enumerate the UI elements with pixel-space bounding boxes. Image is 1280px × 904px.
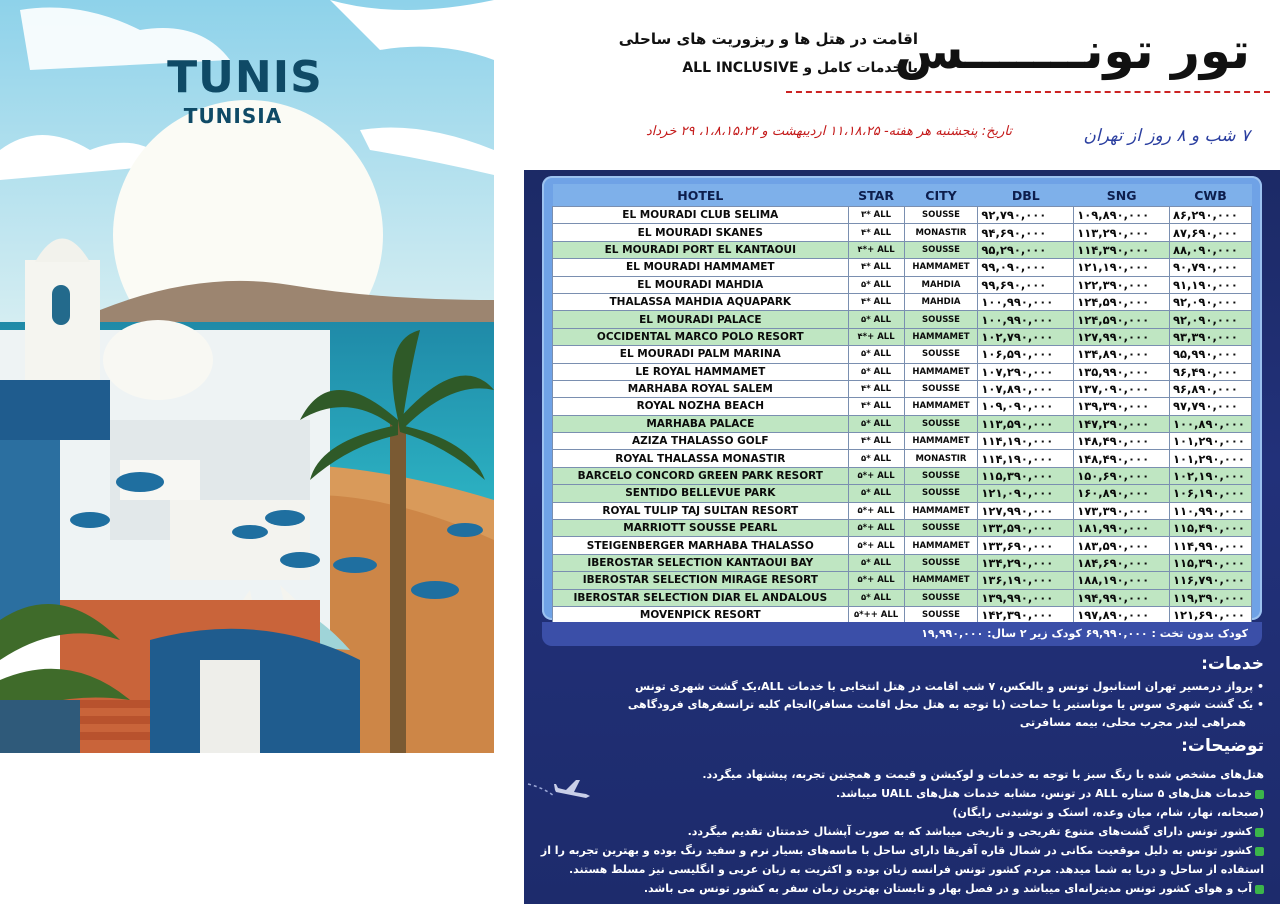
dbl-price-cell: ۱۴۲,۳۹۰,۰۰۰ xyxy=(978,606,1074,623)
city-cell: SOUSSE xyxy=(904,589,978,606)
service-item: • یک گشت شهری سوس یا موناستیر یا حماحت (با توجه به هتل محل اقامت مسافر)انجام کلیه ترانسفرهای فرودگاهی xyxy=(627,698,1264,711)
check-icon xyxy=(1255,790,1264,799)
cwb-price-cell: ۹۷,۷۹۰,۰۰۰ xyxy=(1170,398,1252,415)
notes-title: توضیحات: xyxy=(1181,736,1264,756)
hotel-name-cell: EL MOURADI PALACE xyxy=(553,311,849,328)
sng-price-cell: ۱۶۰,۸۹۰,۰۰۰ xyxy=(1074,485,1170,502)
sng-price-cell: ۱۲۷,۹۹۰,۰۰۰ xyxy=(1074,328,1170,345)
airplane-icon xyxy=(524,770,594,810)
sng-price-cell: ۱۴۷,۲۹۰,۰۰۰ xyxy=(1074,415,1170,432)
cwb-price-cell: ۱۱۵,۴۹۰,۰۰۰ xyxy=(1170,520,1252,537)
sng-price-cell: ۱۹۴,۹۹۰,۰۰۰ xyxy=(1074,589,1170,606)
dbl-price-cell: ۱۲۱,۰۹۰,۰۰۰ xyxy=(978,485,1074,502)
city-cell: MAHDIA xyxy=(904,276,978,293)
cwb-price-cell: ۱۰۱,۲۹۰,۰۰۰ xyxy=(1170,450,1252,467)
tour-duration: ۷ شب و ۸ روز از تهران xyxy=(1083,126,1250,146)
sng-price-cell: ۱۸۳,۵۹۰,۰۰۰ xyxy=(1074,537,1170,554)
star-cell: ۵* ALL xyxy=(848,276,904,293)
sng-price-cell: ۱۱۴,۳۹۰,۰۰۰ xyxy=(1074,241,1170,258)
city-cell: HAMMAMET xyxy=(904,433,978,450)
note-item: (صبحانه، نهار، شام، میان وعده، اسنک و نوشیدنی رایگان) xyxy=(952,806,1264,819)
dbl-price-cell: ۱۱۵,۳۹۰,۰۰۰ xyxy=(978,467,1074,484)
hotel-row xyxy=(553,467,1252,484)
hotel-row xyxy=(553,415,1252,432)
hotel-row xyxy=(553,276,1252,293)
poster-country-title: TUNISIA xyxy=(183,104,283,128)
tour-subtitle-accommodation: اقامت در هتل ها و ریزوریت های ساحلی xyxy=(618,30,918,48)
star-cell: ۴* ALL xyxy=(848,398,904,415)
dbl-price-cell: ۱۰۷,۸۹۰,۰۰۰ xyxy=(978,380,1074,397)
hotel-name-cell: ROYAL TULIP TAJ SULTAN RESORT xyxy=(553,502,849,519)
col-header-star: STAR xyxy=(848,184,904,207)
sng-price-cell: ۱۲۲,۳۹۰,۰۰۰ xyxy=(1074,276,1170,293)
star-cell: ۴* ALL xyxy=(848,380,904,397)
col-header-sng: SNG xyxy=(1074,184,1170,207)
dbl-price-cell: ۱۱۴,۱۹۰,۰۰۰ xyxy=(978,450,1074,467)
hotel-row xyxy=(553,589,1252,606)
cwb-price-cell: ۸۷,۶۹۰,۰۰۰ xyxy=(1170,224,1252,241)
cwb-price-cell: ۱۱۴,۹۹۰,۰۰۰ xyxy=(1170,537,1252,554)
sng-price-cell: ۱۰۹,۸۹۰,۰۰۰ xyxy=(1074,207,1170,224)
cwb-price-cell: ۹۱,۱۹۰,۰۰۰ xyxy=(1170,276,1252,293)
hotel-name-cell: MOVENPICK RESORT xyxy=(553,606,849,623)
city-cell: SOUSSE xyxy=(904,311,978,328)
sng-price-cell: ۱۳۷,۰۹۰,۰۰۰ xyxy=(1074,380,1170,397)
star-cell: ۵*+ ALL xyxy=(848,502,904,519)
city-cell: HAMMAMET xyxy=(904,398,978,415)
city-cell: SOUSSE xyxy=(904,606,978,623)
city-cell: MONASTIR xyxy=(904,450,978,467)
child-price-note: کودک بدون تخت : ۶۹,۹۹۰,۰۰۰ کودک زیر ۲ سال: ۱۹,۹۹۰,۰۰۰ xyxy=(542,622,1262,646)
cwb-price-cell: ۹۶,۴۹۰,۰۰۰ xyxy=(1170,363,1252,380)
city-cell: MONASTIR xyxy=(904,224,978,241)
sng-price-cell: ۱۵۰,۶۹۰,۰۰۰ xyxy=(1074,467,1170,484)
sng-price-cell: ۱۱۳,۲۹۰,۰۰۰ xyxy=(1074,224,1170,241)
hotel-row xyxy=(553,224,1252,241)
check-icon xyxy=(1255,847,1264,856)
dbl-price-cell: ۱۲۷,۹۹۰,۰۰۰ xyxy=(978,502,1074,519)
hotel-name-cell: IBEROSTAR SELECTION MIRAGE RESORT xyxy=(553,572,849,589)
hotel-row xyxy=(553,502,1252,519)
cwb-price-cell: ۹۲,۰۹۰,۰۰۰ xyxy=(1170,311,1252,328)
star-cell: ۵*+ ALL xyxy=(848,572,904,589)
hotel-row xyxy=(553,241,1252,258)
hotel-name-cell: EL MOURADI SKANES xyxy=(553,224,849,241)
hotel-row xyxy=(553,259,1252,276)
hotel-row xyxy=(553,572,1252,589)
check-icon xyxy=(1255,828,1264,837)
price-table-frame xyxy=(542,176,1262,623)
dbl-price-cell: ۹۹,۶۹۰,۰۰۰ xyxy=(978,276,1074,293)
sng-price-cell: ۱۲۴,۵۹۰,۰۰۰ xyxy=(1074,311,1170,328)
cwb-price-cell: ۱۰۰,۸۹۰,۰۰۰ xyxy=(1170,415,1252,432)
hotel-row xyxy=(553,311,1252,328)
hotel-name-cell: ROYAL NOZHA BEACH xyxy=(553,398,849,415)
hotel-row xyxy=(553,520,1252,537)
star-cell: ۵*+ ALL xyxy=(848,520,904,537)
hotel-name-cell: IBEROSTAR SELECTION KANTAOUI BAY xyxy=(553,554,849,571)
hotel-row xyxy=(553,363,1252,380)
cwb-price-cell: ۸۸,۰۹۰,۰۰۰ xyxy=(1170,241,1252,258)
sng-price-cell: ۱۳۹,۳۹۰,۰۰۰ xyxy=(1074,398,1170,415)
dbl-price-cell: ۱۳۳,۵۹۰,۰۰۰ xyxy=(978,520,1074,537)
star-cell: ۳* ALL xyxy=(848,207,904,224)
star-cell: ۴* ALL xyxy=(848,293,904,310)
price-panel xyxy=(524,170,1280,904)
dbl-price-cell: ۱۰۰,۹۹۰,۰۰۰ xyxy=(978,311,1074,328)
tunis-poster xyxy=(0,0,494,753)
tour-header xyxy=(500,0,1280,170)
note-item: خدمات هتل‌های ۵ ستاره ALL در تونس، مشابه خدمات هتل‌های UALL میباشد. xyxy=(836,787,1264,800)
hotel-name-cell: ROYAL THALASSA MONASTIR xyxy=(553,450,849,467)
dbl-price-cell: ۹۴,۶۹۰,۰۰۰ xyxy=(978,224,1074,241)
cwb-price-cell: ۹۶,۸۹۰,۰۰۰ xyxy=(1170,380,1252,397)
poster-city-title: TUNIS xyxy=(167,52,323,103)
city-cell: SOUSSE xyxy=(904,346,978,363)
check-icon xyxy=(1255,885,1264,894)
sng-price-cell: ۱۲۱,۱۹۰,۰۰۰ xyxy=(1074,259,1170,276)
note-item: هتل‌های مشخص شده با رنگ سبز با توجه به خدمات و لوکیشن و قیمت و همچنین تجربه، پیشنهاد میگردد. xyxy=(702,768,1264,781)
hotel-name-cell: AZIZA THALASSO GOLF xyxy=(553,433,849,450)
dbl-price-cell: ۱۳۶,۱۹۰,۰۰۰ xyxy=(978,572,1074,589)
star-cell: ۵*+ ALL xyxy=(848,537,904,554)
dbl-price-cell: ۱۱۳,۵۹۰,۰۰۰ xyxy=(978,415,1074,432)
cwb-price-cell: ۱۱۹,۳۹۰,۰۰۰ xyxy=(1170,589,1252,606)
dbl-price-cell: ۱۰۶,۵۹۰,۰۰۰ xyxy=(978,346,1074,363)
dbl-price-cell: ۱۳۳,۶۹۰,۰۰۰ xyxy=(978,537,1074,554)
cwb-price-cell: ۱۱۰,۹۹۰,۰۰۰ xyxy=(1170,502,1252,519)
note-item: استفاده از ساحل و دریا به شما میدهد. مردم کشور تونس فرانسه زبان بوده و اکثریت به زبان عربی و انگلیسی نیز مسلط هستند. xyxy=(568,863,1264,876)
star-cell: ۵* ALL xyxy=(848,346,904,363)
hotel-row xyxy=(553,450,1252,467)
star-cell: ۴*+ ALL xyxy=(848,241,904,258)
cwb-price-cell: ۹۵,۹۹۰,۰۰۰ xyxy=(1170,346,1252,363)
city-cell: SOUSSE xyxy=(904,207,978,224)
hotel-name-cell: SENTIDO BELLEVUE PARK xyxy=(553,485,849,502)
services-title: خدمات: xyxy=(1201,654,1264,674)
cwb-price-cell: ۱۲۱,۶۹۰,۰۰۰ xyxy=(1170,606,1252,623)
sng-price-cell: ۱۸۱,۹۹۰,۰۰۰ xyxy=(1074,520,1170,537)
star-cell: ۴*+ ALL xyxy=(848,328,904,345)
cwb-price-cell: ۹۳,۳۹۰,۰۰۰ xyxy=(1170,328,1252,345)
hotel-name-cell: EL MOURADI CLUB SELIMA xyxy=(553,207,849,224)
col-header-dbl: DBL xyxy=(978,184,1074,207)
city-cell: HAMMAMET xyxy=(904,328,978,345)
hotel-row xyxy=(553,554,1252,571)
cwb-price-cell: ۱۰۱,۲۹۰,۰۰۰ xyxy=(1170,433,1252,450)
city-cell: HAMMAMET xyxy=(904,537,978,554)
hotel-name-cell: MARHABA PALACE xyxy=(553,415,849,432)
city-cell: SOUSSE xyxy=(904,380,978,397)
star-cell: ۵*+ ALL xyxy=(848,467,904,484)
sng-price-cell: ۱۳۴,۸۹۰,۰۰۰ xyxy=(1074,346,1170,363)
hotel-name-cell: EL MOURADI PORT EL KANTAOUI xyxy=(553,241,849,258)
sng-price-cell: ۱۸۴,۶۹۰,۰۰۰ xyxy=(1074,554,1170,571)
hotel-row xyxy=(553,485,1252,502)
dbl-price-cell: ۱۱۴,۱۹۰,۰۰۰ xyxy=(978,433,1074,450)
dbl-price-cell: ۱۰۹,۰۹۰,۰۰۰ xyxy=(978,398,1074,415)
dbl-price-cell: ۹۹,۰۹۰,۰۰۰ xyxy=(978,259,1074,276)
dbl-price-cell: ۱۳۹,۹۹۰,۰۰۰ xyxy=(978,589,1074,606)
hotel-row xyxy=(553,346,1252,363)
sng-price-cell: ۱۳۵,۹۹۰,۰۰۰ xyxy=(1074,363,1170,380)
dbl-price-cell: ۱۰۲,۷۹۰,۰۰۰ xyxy=(978,328,1074,345)
hotel-name-cell: EL MOURADI HAMMAMET xyxy=(553,259,849,276)
hotel-row xyxy=(553,433,1252,450)
star-cell: ۵* ALL xyxy=(848,450,904,467)
sng-price-cell: ۱۸۸,۱۹۰,۰۰۰ xyxy=(1074,572,1170,589)
tour-title: تور تونـــــــس xyxy=(894,22,1250,80)
col-header-cwb: CWB xyxy=(1170,184,1252,207)
city-cell: SOUSSE xyxy=(904,241,978,258)
cwb-price-cell: ۱۰۲,۱۹۰,۰۰۰ xyxy=(1170,467,1252,484)
tour-subtitle-services: با خدمات کامل و ALL INCLUSIVE xyxy=(682,60,918,76)
hotel-name-cell: IBEROSTAR SELECTION DIAR EL ANDALOUS xyxy=(553,589,849,606)
sng-price-cell: ۱۲۴,۵۹۰,۰۰۰ xyxy=(1074,293,1170,310)
cwb-price-cell: ۸۶,۲۹۰,۰۰۰ xyxy=(1170,207,1252,224)
hotel-name-cell: OCCIDENTAL MARCO POLO RESORT xyxy=(553,328,849,345)
hotel-name-cell: LE ROYAL HAMMAMET xyxy=(553,363,849,380)
star-cell: ۵* ALL xyxy=(848,485,904,502)
hotel-name-cell: EL MOURADI PALM MARINA xyxy=(553,346,849,363)
star-cell: ۴* ALL xyxy=(848,224,904,241)
hotel-row xyxy=(553,380,1252,397)
star-cell: ۵* ALL xyxy=(848,554,904,571)
cwb-price-cell: ۱۰۶,۱۹۰,۰۰۰ xyxy=(1170,485,1252,502)
sng-price-cell: ۱۴۸,۴۹۰,۰۰۰ xyxy=(1074,450,1170,467)
hotel-name-cell: MARRIOTT SOUSSE PEARL xyxy=(553,520,849,537)
city-cell: SOUSSE xyxy=(904,520,978,537)
col-header-hotel: HOTEL xyxy=(553,184,849,207)
dbl-price-cell: ۱۰۷,۲۹۰,۰۰۰ xyxy=(978,363,1074,380)
service-item: همراهی لیدر مجرب محلی، بیمه مسافرتی xyxy=(1019,716,1246,729)
star-cell: ۵*++ ALL xyxy=(848,606,904,623)
city-cell: SOUSSE xyxy=(904,467,978,484)
cwb-price-cell: ۱۱۵,۳۹۰,۰۰۰ xyxy=(1170,554,1252,571)
hotel-name-cell: STEIGENBERGER MARHABA THALASSO xyxy=(553,537,849,554)
dbl-price-cell: ۱۰۰,۹۹۰,۰۰۰ xyxy=(978,293,1074,310)
star-cell: ۵* ALL xyxy=(848,311,904,328)
city-cell: MAHDIA xyxy=(904,293,978,310)
city-cell: SOUSSE xyxy=(904,415,978,432)
hotel-name-cell: MARHABA ROYAL SALEM xyxy=(553,380,849,397)
note-item: کشور تونس دارای گشت‌های متنوع تفریحی و تاریخی میباشد که به صورت آپشنال خدمتتان تقدیم میگردد. xyxy=(688,825,1264,838)
hotel-name-cell: EL MOURADI MAHDIA xyxy=(553,276,849,293)
cwb-price-cell: ۹۰,۷۹۰,۰۰۰ xyxy=(1170,259,1252,276)
city-cell: SOUSSE xyxy=(904,554,978,571)
city-cell: HAMMAMET xyxy=(904,502,978,519)
city-cell: HAMMAMET xyxy=(904,572,978,589)
header-divider xyxy=(786,91,1270,93)
cwb-price-cell: ۱۱۶,۷۹۰,۰۰۰ xyxy=(1170,572,1252,589)
sng-price-cell: ۱۹۷,۸۹۰,۰۰۰ xyxy=(1074,606,1170,623)
price-table xyxy=(552,184,1252,624)
star-cell: ۴* ALL xyxy=(848,259,904,276)
hotel-row xyxy=(553,328,1252,345)
star-cell: ۵* ALL xyxy=(848,589,904,606)
sng-price-cell: ۱۷۳,۳۹۰,۰۰۰ xyxy=(1074,502,1170,519)
note-item: آب و هوای کشور تونس مدیترانه‌ای میباشد و در فصل بهار و تابستان بهترین زمان سفر به کشور تونس می باشد. xyxy=(644,882,1264,895)
dbl-price-cell: ۹۵,۲۹۰,۰۰۰ xyxy=(978,241,1074,258)
hotel-row xyxy=(553,398,1252,415)
col-header-city: CITY xyxy=(904,184,978,207)
sng-price-cell: ۱۴۸,۴۹۰,۰۰۰ xyxy=(1074,433,1170,450)
star-cell: ۴* ALL xyxy=(848,433,904,450)
city-cell: HAMMAMET xyxy=(904,363,978,380)
cwb-price-cell: ۹۲,۰۹۰,۰۰۰ xyxy=(1170,293,1252,310)
star-cell: ۵* ALL xyxy=(848,415,904,432)
hotel-row xyxy=(553,537,1252,554)
hotel-row xyxy=(553,207,1252,224)
city-cell: HAMMAMET xyxy=(904,259,978,276)
tour-dates: تاریخ: پنجشنبه هر هفته- ۱۱،۱۸،۲۵ اردیبهشت و ۱،۸،۱۵،۲۲، ۲۹ خرداد xyxy=(645,124,1012,139)
price-table-header xyxy=(553,184,1252,207)
hotel-name-cell: BARCELO CONCORD GREEN PARK RESORT xyxy=(553,467,849,484)
hotel-row xyxy=(553,293,1252,310)
hotel-name-cell: THALASSA MAHDIA AQUAPARK xyxy=(553,293,849,310)
note-item: کشور تونس به دلیل موقعیت مکانی در شمال قاره آفریقا دارای ساحل با ماسه‌های بسیار نرم و سفید رنگ بوده و بهترین تجربه را از xyxy=(541,844,1264,857)
star-cell: ۵* ALL xyxy=(848,363,904,380)
dbl-price-cell: ۹۲,۷۹۰,۰۰۰ xyxy=(978,207,1074,224)
dbl-price-cell: ۱۳۴,۲۹۰,۰۰۰ xyxy=(978,554,1074,571)
city-cell: SOUSSE xyxy=(904,485,978,502)
service-item: • پرواز درمسیر تهران استانبول تونس و بالعکس، ۷ شب اقامت در هتل انتخابی با خدمات ALL،یک گشت شهری تونس xyxy=(635,680,1264,693)
